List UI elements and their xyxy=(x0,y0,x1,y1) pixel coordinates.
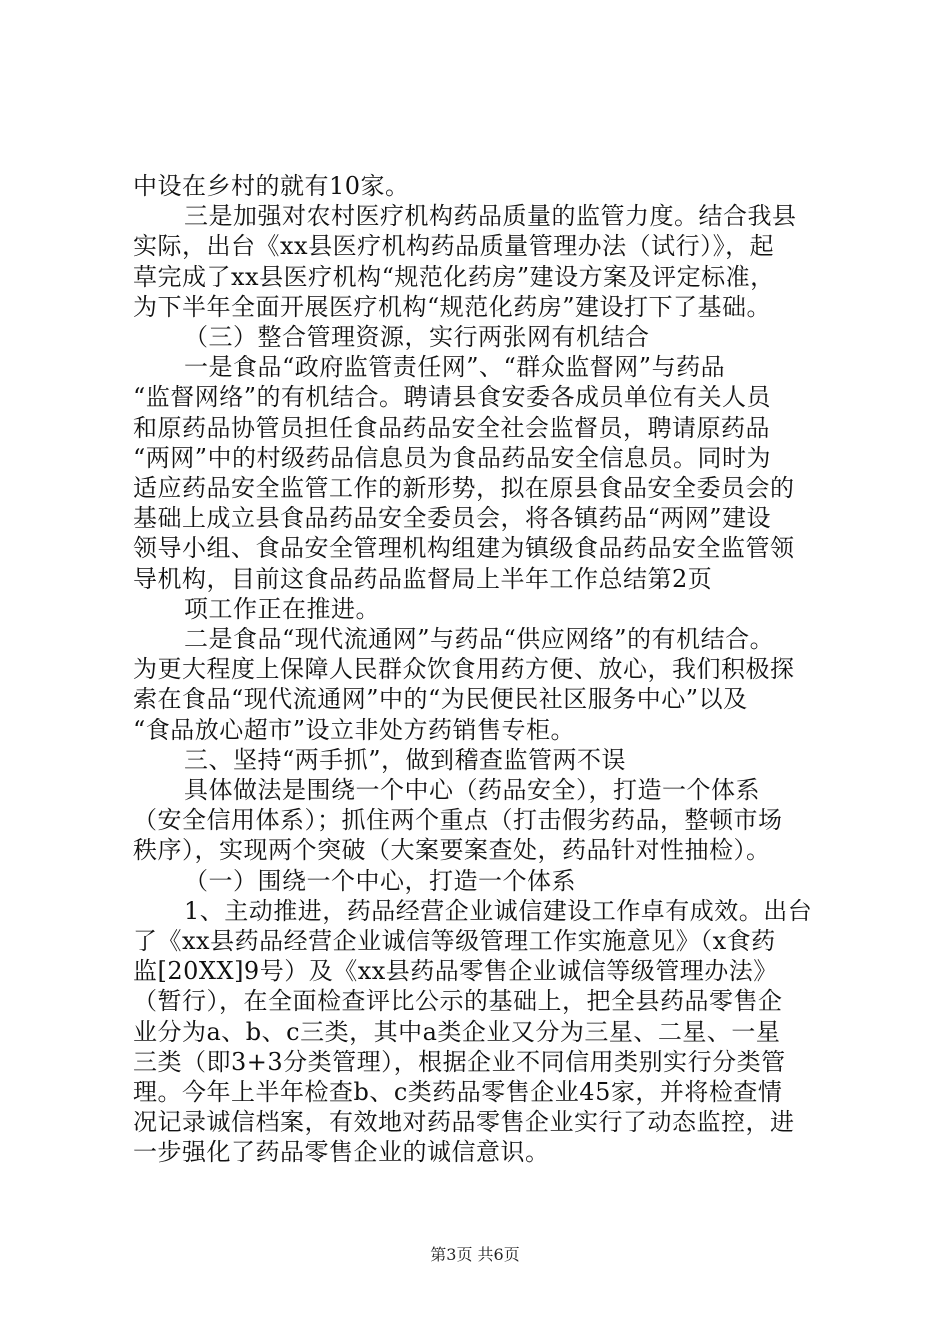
text-line: 具体做法是围绕一个中心（药品安全），打造一个体系 xyxy=(184,776,760,804)
text-line: “两网”中的村级药品信息员为食品药品安全信息员。同时为 xyxy=(133,443,772,472)
text-line: 适应药品安全监管工作的新形势，拟在原县食品安全委员会的 xyxy=(133,474,795,502)
text-line: 基础上成立县食品药品安全委员会，将各镇药品“两网”建设 xyxy=(133,504,772,533)
text-line: （安全信用体系）；抓住两个重点（打击假劣药品，整顿市场 xyxy=(133,806,783,835)
text-line: 索在食品“现代流通网”中的“为民便民社区服务中心”以及 xyxy=(133,685,748,714)
text-line: 三是加强对农村医疗机构药品质量的监管力度。结合我县 xyxy=(184,202,797,231)
text-line: 三类（即3+3分类管理），根据企业不同信用类别实行分类管 xyxy=(133,1047,786,1076)
text-line: 二是食品“现代流通网”与药品“供应网络”的有机结合。 xyxy=(184,625,775,653)
section-heading: 三、坚持“两手抓”，做到稽查监管两不误 xyxy=(184,745,627,774)
text-line: 业分为a、b、c三类，其中a类企业又分为三星、二星、一星 xyxy=(133,1017,781,1046)
text-line: 一步强化了药品零售企业的诚信意识。 xyxy=(133,1138,550,1167)
text-line: “监督网络”的有机结合。聘请县食安委各成员单位有关人员 xyxy=(133,383,772,412)
text-line: 一是食品“政府监管责任网”、“群众监督网”与药品 xyxy=(184,353,726,382)
text-line: 为下半年全面开展医疗机构“规范化药房”建设打下了基础。 xyxy=(133,292,772,321)
text-line: 和原药品协管员担任食品药品安全社会监督员，聘请原药品 xyxy=(133,413,770,442)
text-line: 况记录诚信档案，有效地对药品零售企业实行了动态监控，进 xyxy=(133,1108,795,1137)
text-line: 导机构，目前这食品药品监督局上半年工作总结第2页 xyxy=(133,564,713,593)
text-line: 草完成了xx县医疗机构“规范化药房”建设方案及评定标准， xyxy=(133,262,775,291)
text-line: 中设在乡村的就有10家。 xyxy=(133,172,410,200)
section-heading: （三）整合管理资源，实行两张网有机结合 xyxy=(184,323,650,351)
text-line: 了《xx县药品经营企业诚信等级管理工作实施意见》（x食药 xyxy=(133,927,776,955)
section-heading: （一）围绕一个中心，打造一个体系 xyxy=(184,866,576,895)
text-line: 监[20XX]9号）及《xx县药品零售企业诚信等级管理办法》 xyxy=(133,957,778,986)
text-line: 为更大程度上保障人民群众饮食用药方便、放心，我们积极探 xyxy=(133,655,795,684)
text-line: 项工作正在推进。 xyxy=(184,594,380,623)
text-line: 1、主动推进，药品经营企业诚信建设工作卓有成效。出台 xyxy=(184,896,813,925)
text-line: “食品放心超市”设立非处方药销售专柜。 xyxy=(133,715,576,744)
text-line: 实际，出台《xx县医疗机构药品质量管理办法（试行）》，起 xyxy=(133,232,775,261)
text-line: 理。今年上半年检查b、c类药品零售企业45家，并将检查情 xyxy=(133,1078,783,1106)
text-line: （暂行），在全面检查评比公示的基础上，把全县药品零售企 xyxy=(133,987,783,1016)
text-line: 领导小组、食品安全管理机构组建为镇级食品药品安全监管领 xyxy=(133,534,795,563)
text-line: 秩序），实现两个突破（大案要案查处，药品针对性抽检）。 xyxy=(133,836,771,865)
page-number-footer: 第3页 共6页 xyxy=(430,1245,520,1264)
